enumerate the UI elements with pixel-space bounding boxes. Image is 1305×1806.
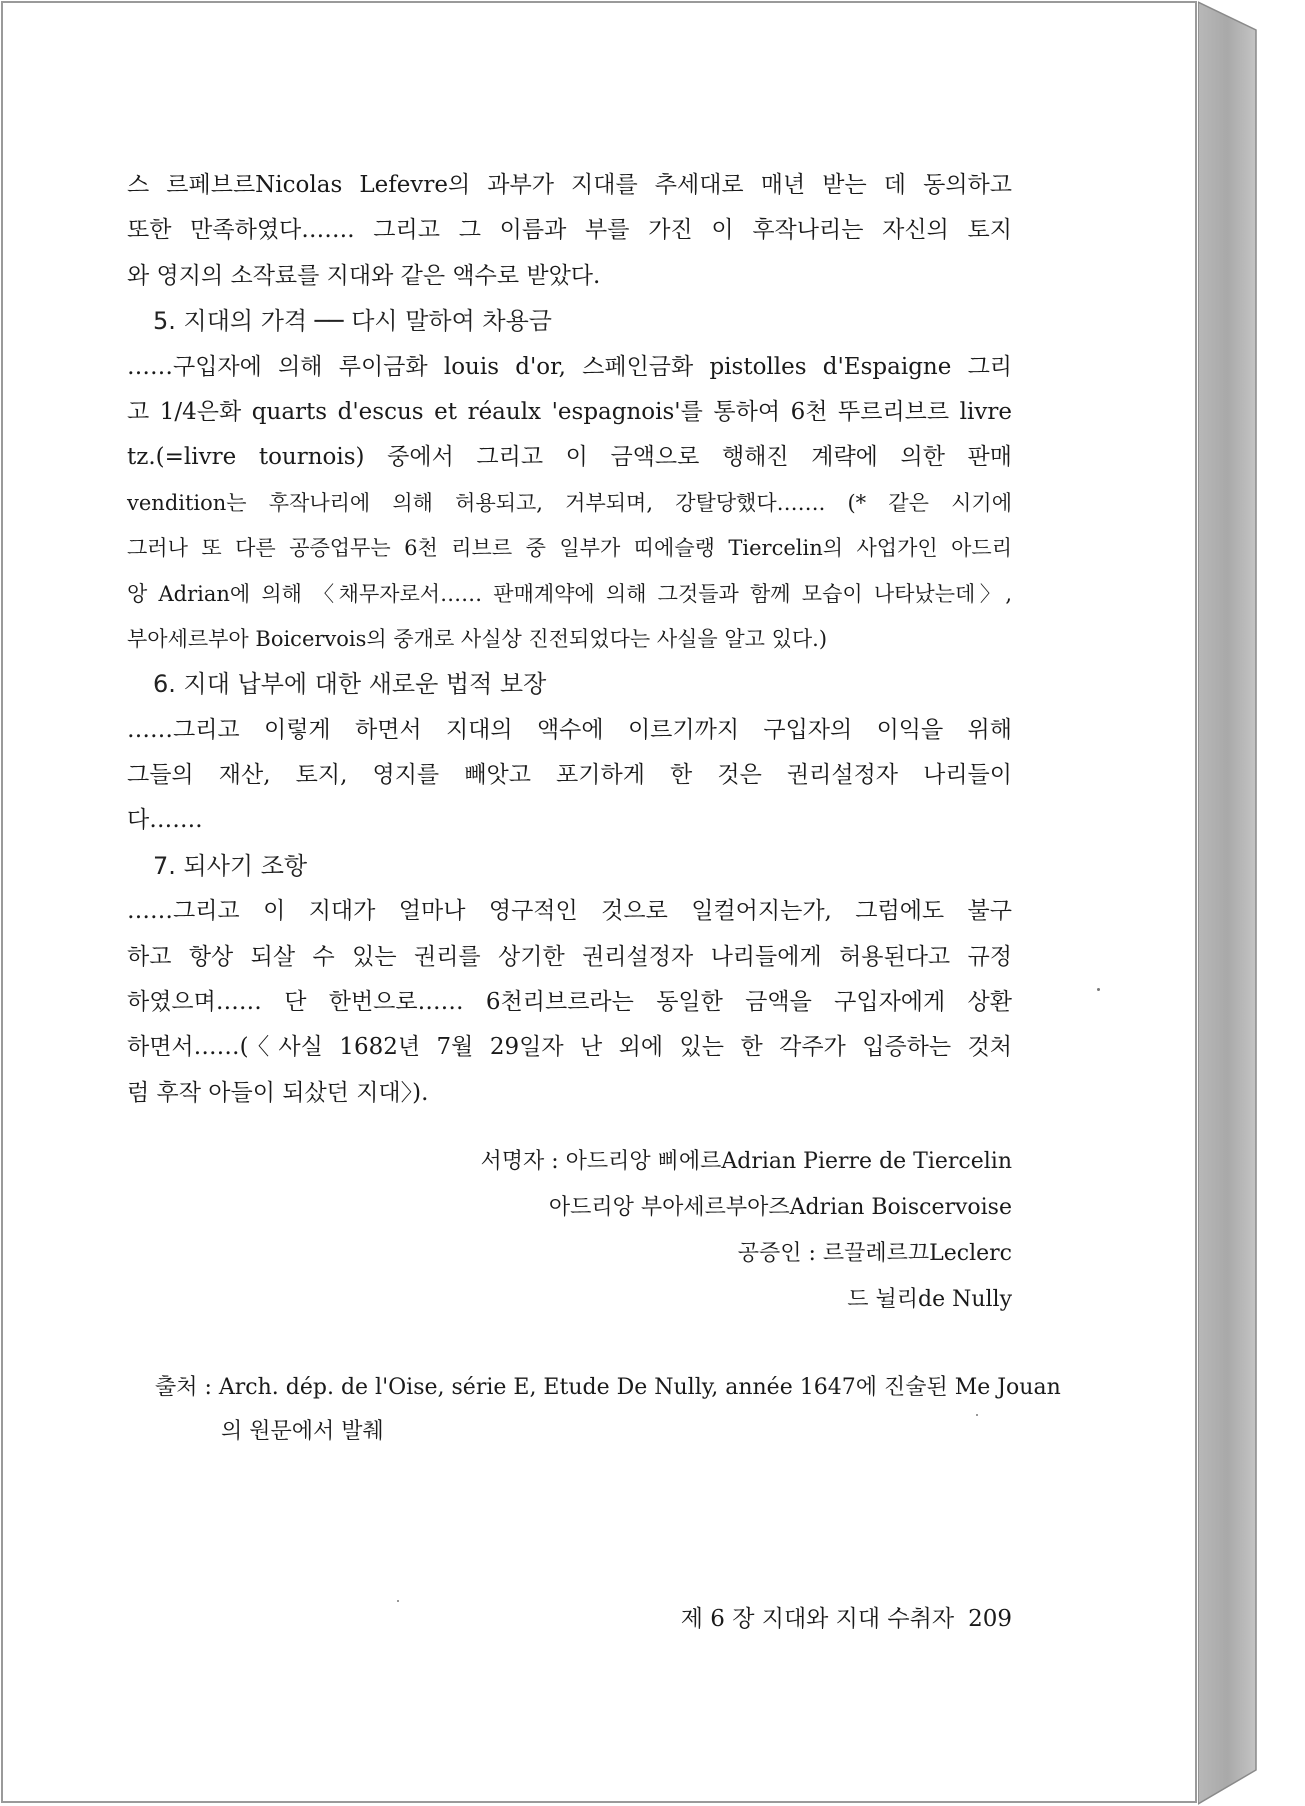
text-line: 하면서……(〈사실 1682년 7월 29일자 난 외에 있는 한 각주가 입증하는 것처 bbox=[127, 1034, 1012, 1061]
section-heading-6: 6. 지대 납부에 대한 새로운 법적 보장 bbox=[153, 670, 547, 699]
notary-line: 공증인 : 르끌레르끄Leclerc bbox=[737, 1241, 1012, 1266]
scan-speck bbox=[1097, 988, 1100, 991]
text-line: 스 르페브르Nicolas Lefevre의 과부가 지대를 추세대로 매년 받는 데 동의하고 bbox=[127, 172, 1012, 198]
running-footer-chapter: 제 6 장 지대와 지대 수취자 bbox=[680, 1606, 955, 1632]
source-line: 의 원문에서 발췌 bbox=[221, 1419, 384, 1444]
source-line: 출처 : Arch. dép. de l'Oise, série E, Etude De Nully, année 1647에 진술된 Me Jouan bbox=[155, 1375, 1061, 1400]
text-line: 고 1/4은화 quarts d'escus et réaulx 'espagnois'를 통하여 6천 뚜르리브르 livre bbox=[127, 398, 1012, 425]
page-edge-shadow bbox=[1198, 0, 1305, 1806]
page-number: 209 bbox=[968, 1606, 1012, 1632]
text-line: ……구입자에 의해 루이금화 louis d'or, 스페인금화 pistolles d'Espaigne 그리 bbox=[127, 353, 1012, 380]
text-line: ……그리고 이렇게 하면서 지대의 액수에 이르기까지 구입자의 이익을 위해 bbox=[127, 716, 1012, 743]
text-line: 와 영지의 소작료를 지대와 같은 액수로 받았다. bbox=[127, 262, 601, 289]
signatory-line: 서명자 : 아드리앙 삐에르Adrian Pierre de Tiercelin bbox=[480, 1149, 1012, 1174]
signature-block bbox=[480, 1139, 1012, 1323]
scan-speck bbox=[976, 1414, 978, 1416]
section-heading-5: 5. 지대의 가격 ── 다시 말하여 차용금 bbox=[153, 307, 552, 336]
section-heading-7: 7. 되사기 조항 bbox=[153, 851, 308, 880]
source-citation bbox=[155, 1366, 1061, 1454]
text-line: 부아세르부아 Boicervois의 중개로 사실상 진전되었다는 사실을 알고 있다.) bbox=[127, 626, 828, 651]
scan-speck bbox=[397, 1600, 399, 1602]
text-line: 하고 항상 되살 수 있는 권리를 상기한 권리설정자 나리들에게 허용된다고 규정 bbox=[127, 943, 1012, 970]
text-line: 그들의 재산, 토지, 영지를 빼앗고 포기하게 한 것은 권리설정자 나리들이 bbox=[127, 762, 1012, 789]
text-line: ……그리고 이 지대가 얼마나 영구적인 것으로 일컬어지는가, 그럼에도 불구 bbox=[127, 898, 1012, 925]
page-footer bbox=[681, 1600, 1012, 1633]
text-line: 다……. bbox=[127, 807, 203, 834]
notary-line: 드 뉠리de Nully bbox=[847, 1287, 1012, 1312]
body-text bbox=[127, 163, 1012, 1116]
text-line: 앙 Adrian에 의해 〈채무자로서…… 판매계약에 의해 그것들과 함께 모습이 나타났는데〉, bbox=[127, 581, 1012, 606]
text-line: vendition는 후작나리에 의해 허용되고, 거부되며, 강탈당했다……. (* 같은 시기에 bbox=[127, 490, 1012, 515]
text-line: 럼 후작 아들이 되샀던 지대〉). bbox=[127, 1079, 429, 1106]
text-line: 또한 만족하였다……. 그리고 그 이름과 부를 가진 이 후작나리는 자신의 토지 bbox=[127, 217, 1012, 244]
text-line: 그러나 또 다른 공증업무는 6천 리브르 중 일부가 띠에슬랭 Tiercelin의 사업가인 아드리 bbox=[127, 536, 1012, 561]
text-line: tz.(=livre tournois) 중에서 그리고 이 금액으로 행해진 계략에 의한 판매 bbox=[127, 444, 1012, 471]
text-line: 하였으며…… 단 한번으로…… 6천리브르라는 동일한 금액을 구입자에게 상환 bbox=[127, 989, 1012, 1016]
signatory-line: 아드리앙 부아세르부아즈Adrian Boiscervoise bbox=[548, 1195, 1012, 1220]
